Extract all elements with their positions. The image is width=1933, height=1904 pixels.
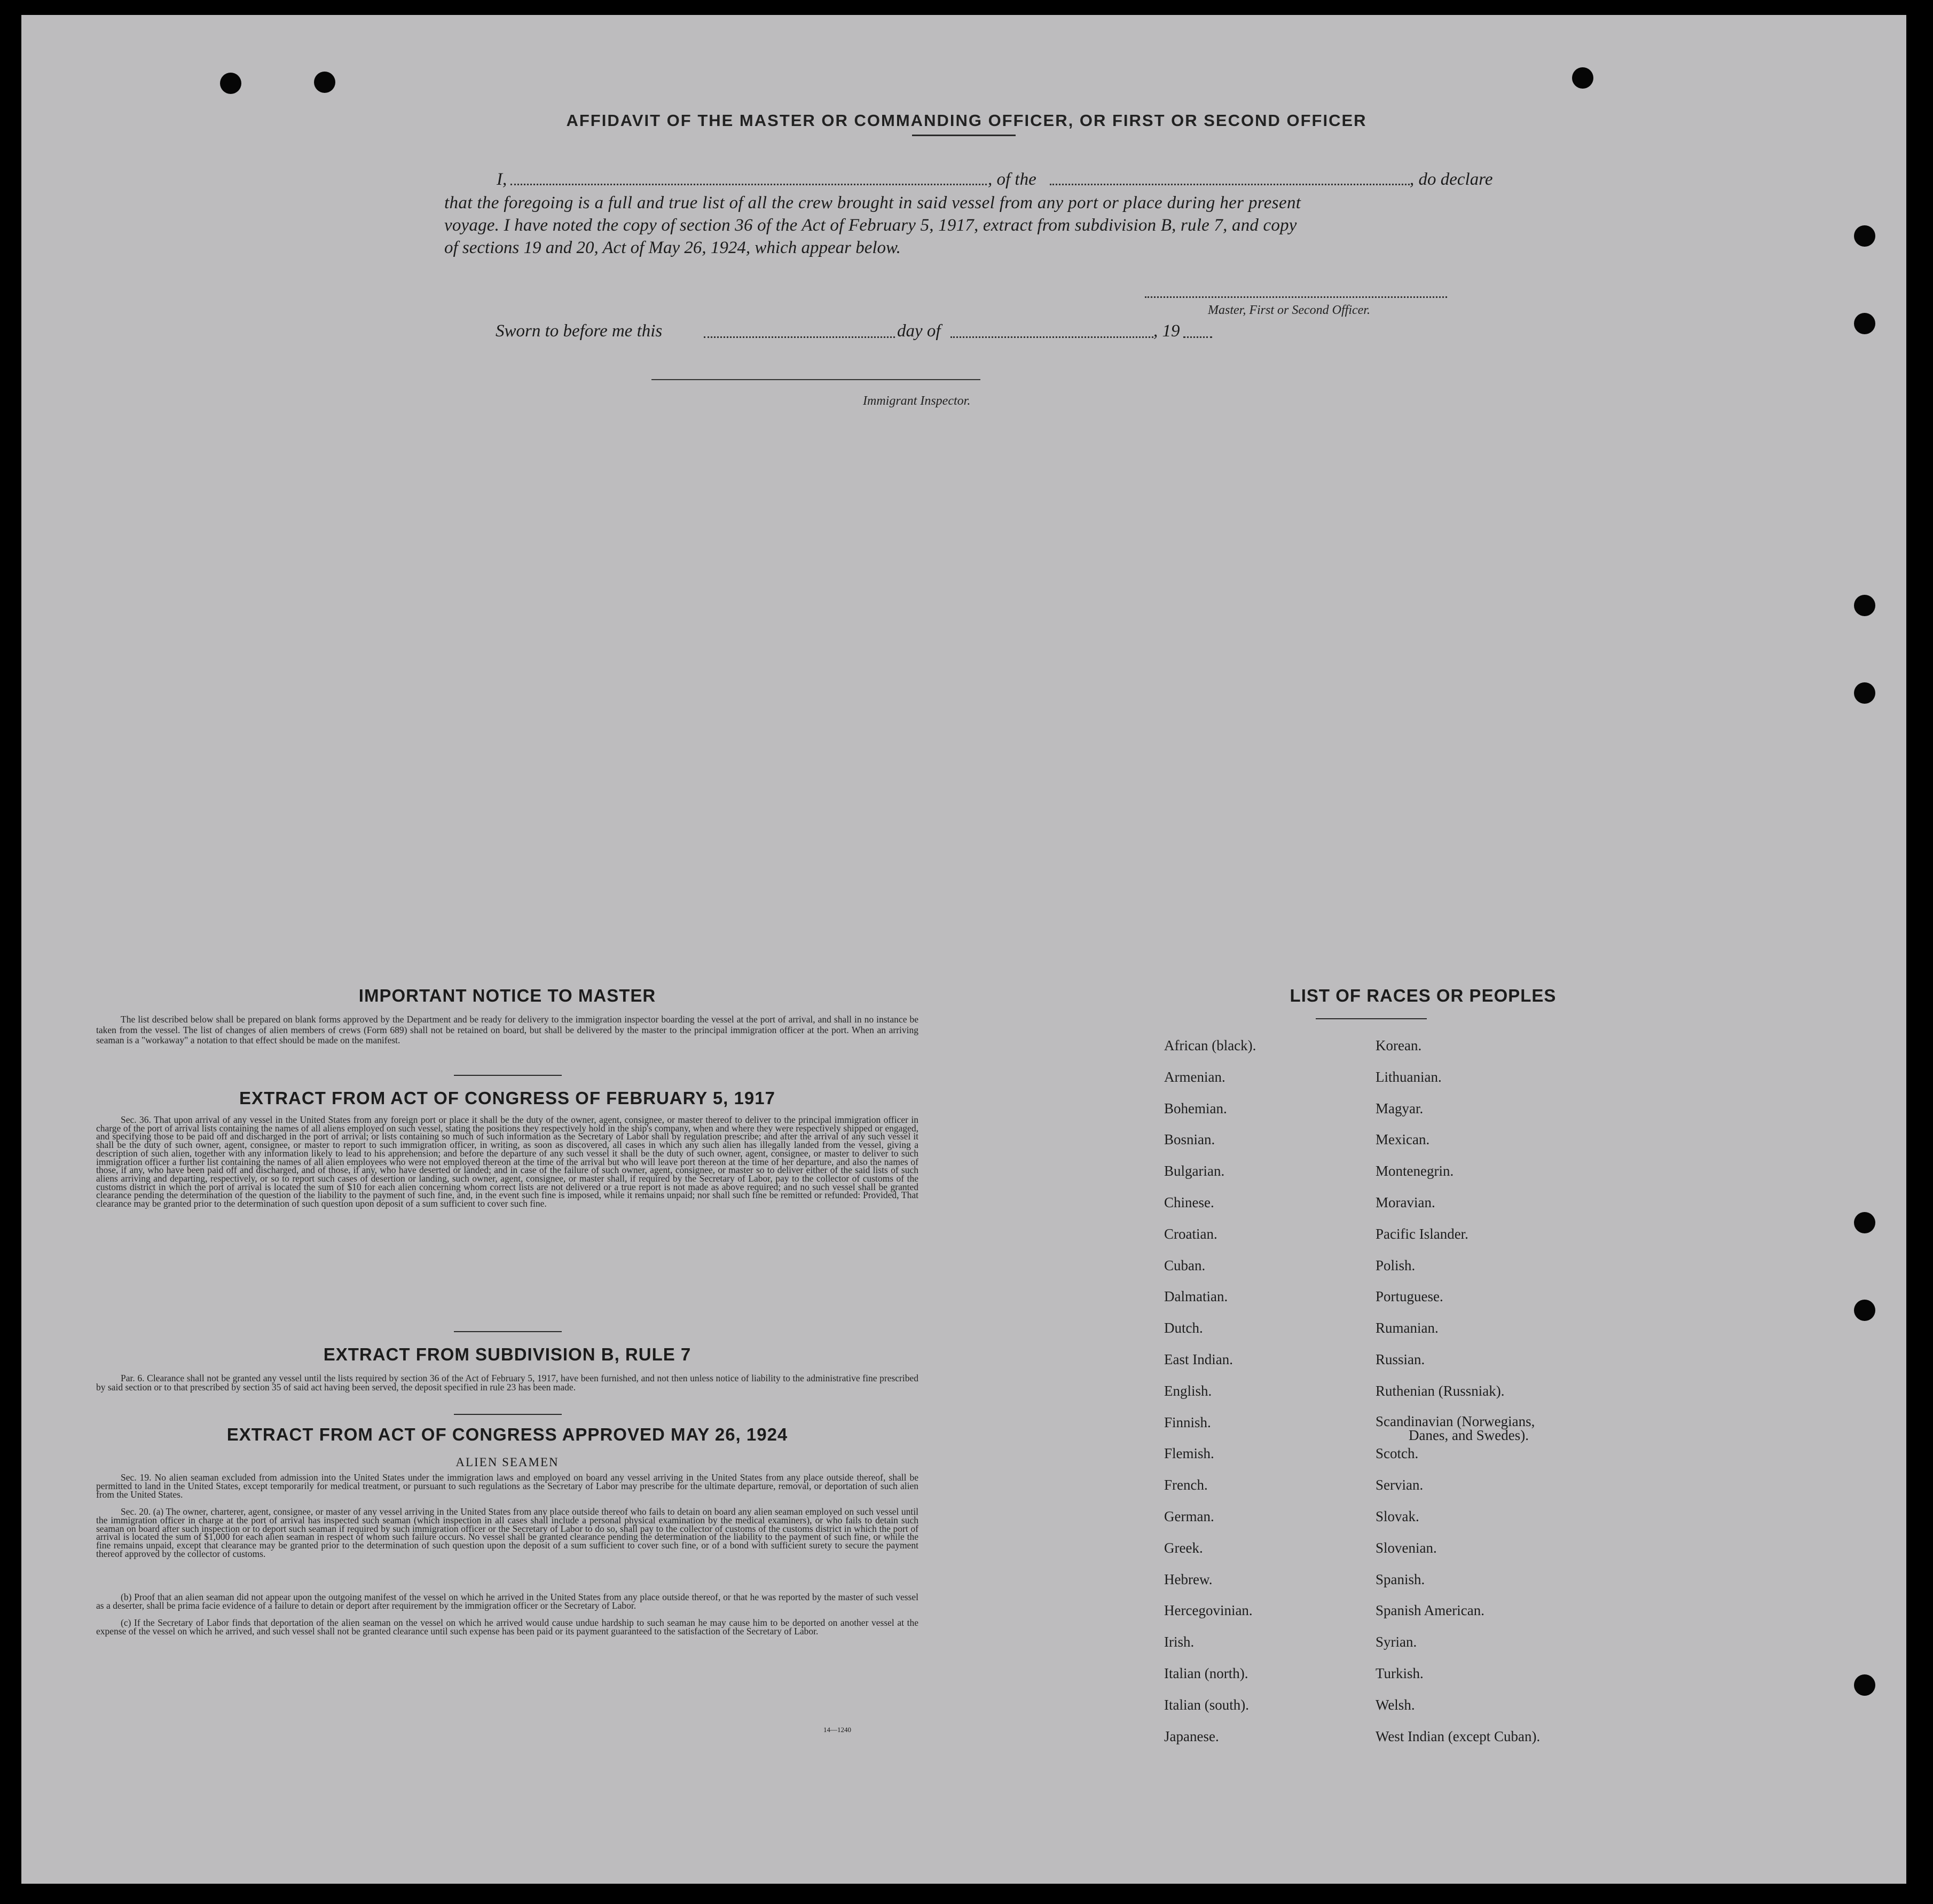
punch-hole xyxy=(1854,1212,1875,1233)
race-item: West Indian (except Cuban). xyxy=(1376,1728,1541,1744)
affidavit-line2: that the foregoing is a full and true list of all the crew brought in said vessel from any port or place during her present xyxy=(444,193,1301,213)
race-item: Rumanian. xyxy=(1376,1320,1439,1336)
race-item: Hercegovinian. xyxy=(1164,1602,1253,1619)
race-item: Slovenian. xyxy=(1376,1539,1437,1556)
race-item: Cuban. xyxy=(1164,1257,1206,1273)
race-item-continuation: Danes, and Swedes). xyxy=(1409,1427,1529,1443)
sec-19-text: Sec. 19. No alien seaman excluded from admission into the United States under the immigration laws and employed on board any vessel arriving in the United States from any place outside thereof, shall be permitted to land in the United States, except temporarily for medical treatment, or pursuant to such regulations as the Secretary of Labor may prescribe for the ultimate departure, removal, or deportation of such alien from the United States. xyxy=(96,1472,918,1500)
race-item: Chinese. xyxy=(1164,1194,1214,1210)
vessel-field[interactable] xyxy=(1050,184,1410,185)
master-caption: Master, First or Second Officer. xyxy=(1208,303,1370,317)
race-item: Finnish. xyxy=(1164,1414,1211,1430)
race-item: Greek. xyxy=(1164,1539,1203,1556)
race-item: Italian (north). xyxy=(1164,1665,1248,1681)
race-item: Hebrew. xyxy=(1164,1571,1213,1587)
race-item: Portuguese. xyxy=(1376,1288,1443,1305)
race-item: Spanish American. xyxy=(1376,1602,1484,1619)
race-item: Lithuanian. xyxy=(1376,1068,1442,1085)
sworn-start: Sworn to before me this xyxy=(496,321,663,341)
name-field[interactable] xyxy=(510,184,987,185)
races-column-1 xyxy=(1164,1037,1256,1759)
sworn-day-of: day of xyxy=(897,321,941,341)
race-item: German. xyxy=(1164,1508,1214,1524)
race-item: Flemish. xyxy=(1164,1445,1214,1462)
extract-1917-rule xyxy=(454,1331,562,1332)
affidavit-line1-end: , do declare xyxy=(1410,170,1493,189)
punch-hole xyxy=(1854,682,1875,704)
title-rule xyxy=(912,135,1016,136)
race-item-label: Scandinavian (Norwegians, xyxy=(1376,1413,1535,1429)
affidavit-title: AFFIDAVIT OF THE MASTER OR COMMANDING OFFICER, OR FIRST OR SECOND OFFICER xyxy=(566,111,1367,130)
race-item: Ruthenian (Russniak). xyxy=(1376,1382,1505,1399)
inspector-caption: Immigrant Inspector. xyxy=(863,394,971,408)
punch-hole xyxy=(1854,595,1875,616)
race-item: Moravian. xyxy=(1376,1194,1435,1210)
punch-hole xyxy=(1854,313,1875,334)
affidavit-line3: voyage. I have noted the copy of section 36 of the Act of February 5, 1917, extract from subdivision B, rule 7, and copy xyxy=(444,216,1297,235)
race-item: Italian (south). xyxy=(1164,1696,1249,1713)
races-rule xyxy=(1316,1018,1427,1019)
race-item: Bulgarian. xyxy=(1164,1163,1225,1179)
race-item: Pacific Islander. xyxy=(1376,1225,1468,1242)
sworn-day-field[interactable] xyxy=(704,336,895,338)
race-item: Scotch. xyxy=(1376,1445,1419,1462)
race-item: Japanese. xyxy=(1164,1728,1219,1744)
document-page xyxy=(21,15,1906,1884)
race-item: French. xyxy=(1164,1477,1208,1493)
affidavit-line1-start: I, xyxy=(497,170,507,189)
form-number: 14—1240 xyxy=(823,1726,851,1734)
affidavit-line4: of sections 19 and 20, Act of May 26, 1924, which appear below. xyxy=(444,238,901,257)
race-item: Welsh. xyxy=(1376,1696,1415,1713)
extract-1917-text: Sec. 36. That upon arrival of any vessel in the United States from any foreign port or place it shall be the duty of the owner, agent, consignee, or master thereof to deliver to the principal immigration officer in charge of the port of arrival lists containing the names of all aliens employed on such vessel, stating the positions they respectively hold in the ship's company, when and where they were respectively shipped or engaged, and specifying those to be paid off and discharged in the port of arrival; or lists containing so much of such information as the Secretary of Labor shall by regulation prescribe; and after the arrival of any such vessel it shall be the duty of such owner, agent, consignee, or master to report to such immigration officer, in writing, as soon as discovered, all cases in which any such alien has illegally landed from the vessel, giving a description of such alien, together with any information likely to lead to his apprehension; and before the departure of any such vessel it shall be the duty of such owner, agent, consignee, or master to deliver to such immigration officer a further list containing the names of all alien employees who were not employed thereon at the time of the arrival but who will leave port thereon at the time of her departure, and also the names of those, if any, who have been paid off and discharged, and of those, if any, who have deserted or landed; and in case of the failure of such owner, agent, consignee, or master so to deliver either of the said lists of such aliens arriving and departing, respectively, or so to report such cases of desertion or landing, such owner, agent, consignee, or master shall, if required by the Secretary of Labor, pay to the collector of customs of the customs district in which the port of arrival is located the sum of $10 for each alien concerning whom correct lists are not delivered or a true report is not made as above required; and no such vessel shall be granted clearance pending the determination of the question of the liability to the payment of such fine, and, in the event such fine is imposed, while it remains unpaid; nor shall such fine be remitted or refunded: Provided, That clearance may be granted prior to the determination of such question upon deposit of a sum sufficient to cover such fine. xyxy=(96,1114,918,1209)
race-item: Bohemian. xyxy=(1164,1100,1227,1116)
alien-seamen-subtitle: ALIEN SEAMEN xyxy=(455,1455,559,1469)
punch-hole xyxy=(220,73,241,94)
race-item: Servian. xyxy=(1376,1477,1424,1493)
sworn-month-field[interactable] xyxy=(950,336,1153,338)
race-item: Irish. xyxy=(1164,1634,1195,1650)
affidavit-line1-of: , of the xyxy=(988,170,1036,189)
race-item: Bosnian. xyxy=(1164,1131,1215,1148)
punch-hole xyxy=(1854,1674,1875,1696)
race-item: Syrian. xyxy=(1376,1634,1417,1650)
sec-20a-text: Sec. 20. (a) The owner, charterer, agent, consignee, or master of any vessel arriving in the United States from any place outside thereof who fails to detain on board any alien seaman employed on such vessel until the immigration officer in charge at the port of arrival has inspected such seaman (which inspection in all cases shall include a personal physical examination by the medical examiners), or who fails to detain such seaman on board after such inspection or to deport such seaman if required by such immigration officer or the Secretary of Labor to do so, shall pay to the collector of customs of the customs district in which the port of arrival is located the sum of $1,000 for each alien seaman in respect of whom such failure occurs. No vessel shall be granted clearance pending the determination of the liability to the payment of such fine, or while the fine remains unpaid, except that clearance may be granted prior to the determination of such question upon the deposit of a sum sufficient to cover such fine, or of a bond with sufficient surety to secure the payment thereof approved by the collector of customs. xyxy=(96,1506,918,1559)
sec-20c-text: (c) If the Secretary of Labor finds that deportation of the alien seaman on the vessel on which he arrived would cause undue hardship to such seaman he may cause him to be deported on another vessel at the expense of the vessel on which he arrived, and such vessel shall not be granted clearance until such expense has been paid or its payment guaranteed to the satisfaction of the Secretary of Labor. xyxy=(96,1617,918,1637)
punch-hole xyxy=(1854,1300,1875,1321)
race-item: Slovak. xyxy=(1376,1508,1419,1524)
race-item: Dutch. xyxy=(1164,1320,1203,1336)
race-item: English. xyxy=(1164,1382,1212,1399)
punch-hole xyxy=(1854,225,1875,247)
race-item: Montenegrin. xyxy=(1376,1163,1454,1179)
race-item: African (black). xyxy=(1164,1037,1256,1053)
notice-rule xyxy=(454,1075,562,1076)
subdivision-b-text: Par. 6. Clearance shall not be granted any vessel until the lists required by section 36 of the Act of February 5, 1917, have been furnished, and not then unless notice of liability to the administrative fine prescribed by said section or to that prescribed by section 35 of said act having been served, the deposit specified in rule 23 has been made. xyxy=(96,1373,918,1392)
master-signature-field[interactable] xyxy=(1145,296,1447,298)
sworn-year-field[interactable] xyxy=(1183,336,1212,338)
race-item: Turkish. xyxy=(1376,1665,1424,1681)
sworn-year: , 19 xyxy=(1153,321,1180,341)
race-item: Magyar. xyxy=(1376,1100,1424,1116)
extract-1917-title: EXTRACT FROM ACT OF CONGRESS OF FEBRUARY 5, 1917 xyxy=(239,1088,775,1108)
subdivision-b-rule xyxy=(454,1414,562,1415)
notice-text: The list described below shall be prepared on blank forms approved by the Department and be ready for delivery to the immigration inspector boarding the vessel at the port of arrival, and shall in no instance be taken from the vessel. The list of changes of alien members of crews (Form 689) shall not be retained on board, but shall be delivered by the master to the principal immigration officer at the port. When an arriving seaman is a "workaway" a notation to that effect should be made on the manifest. xyxy=(96,1014,918,1045)
races-column-2 xyxy=(1376,1037,1540,1759)
race-item: Mexican. xyxy=(1376,1131,1430,1148)
race-item: Polish. xyxy=(1376,1257,1416,1273)
race-item: Spanish. xyxy=(1376,1571,1425,1587)
races-title: LIST OF RACES OR PEOPLES xyxy=(1290,986,1557,1005)
inspector-signature-field[interactable] xyxy=(651,379,980,380)
punch-hole xyxy=(1572,67,1593,89)
subdivision-b-title: EXTRACT FROM SUBDIVISION B, RULE 7 xyxy=(323,1344,692,1364)
race-item: Russian. xyxy=(1376,1351,1425,1367)
extract-1924-title: EXTRACT FROM ACT OF CONGRESS APPROVED MAY 26, 1924 xyxy=(226,1425,788,1444)
punch-hole xyxy=(314,72,335,93)
race-item: Armenian. xyxy=(1164,1068,1225,1085)
sec-20b-text: (b) Proof that an alien seaman did not appear upon the outgoing manifest of the vessel on which he arrived in the United States from any place outside thereof, or that he was reported by the master of such vessel as a deserter, shall be prima facie evidence of a failure to detain or deport after requirement by the immigration officer or the Secretary of Labor. xyxy=(96,1592,918,1611)
race-item: Korean. xyxy=(1376,1037,1422,1053)
race-item: Dalmatian. xyxy=(1164,1288,1228,1305)
notice-title: IMPORTANT NOTICE TO MASTER xyxy=(358,986,656,1005)
race-item xyxy=(1376,1414,1540,1446)
race-item: Croatian. xyxy=(1164,1225,1217,1242)
race-item: East Indian. xyxy=(1164,1351,1233,1367)
